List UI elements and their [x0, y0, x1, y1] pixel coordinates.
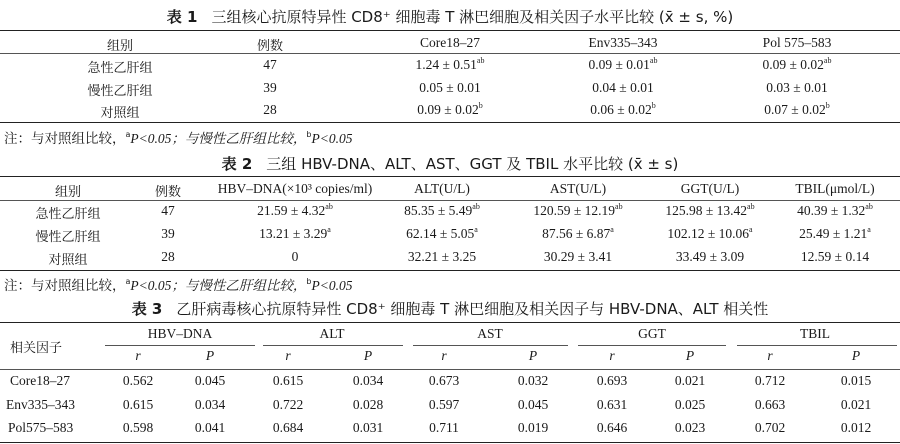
t1-r1-pol: 0.09 ± 0.02$^{ab}$ [762, 56, 832, 72]
t3-group-alt: ALT [319, 326, 345, 341]
t3-r3-alt-r: 0.684 [272, 420, 304, 435]
t3-r2-ggt-r: 0.631 [596, 397, 628, 412]
t3-sub-p: P [205, 348, 215, 363]
table2-top-rule [0, 176, 900, 177]
t1-r3-pol: 0.07 ± 0.02$^b$ [764, 101, 830, 117]
t2-r3-ast: 30.29 ± 3.41 [543, 249, 613, 264]
t3-r1-hbv-r: 0.562 [122, 373, 154, 388]
table-row: 对照组 [100, 106, 140, 121]
t3-header-factor: 相关因子 [10, 341, 63, 356]
t3-r3-hbv-p: 0.041 [194, 420, 226, 435]
t1-r2-core: 0.05 ± 0.01 [419, 80, 481, 95]
t2-r1-ggt: 125.98 ± 13.42$^{ab}$ [665, 202, 755, 218]
t3-r2-hbv-r: 0.615 [122, 397, 154, 412]
t1-r1-core: 1.24 ± 0.51$^{ab}$ [415, 56, 485, 72]
t1-r1-n: 47 [263, 57, 277, 72]
t2-header-alt: ALT(U/L) [414, 181, 470, 196]
t3-sub-r: r [767, 348, 773, 363]
t3-group-rule-tbil [737, 345, 897, 346]
table3-label: 表 3 [131, 300, 163, 318]
table1-top-rule [0, 30, 900, 31]
t3-group-rule-ast [413, 345, 568, 346]
t3-r3-alt-p: 0.031 [352, 420, 384, 435]
t1-r3-n: 28 [263, 102, 277, 117]
table-row: 慢性乙肝组 [87, 84, 153, 99]
t3-r2-tbil-p: 0.021 [840, 397, 872, 412]
t3-group-rule-ggt [578, 345, 726, 346]
t2-r3-ggt: 33.49 ± 3.09 [675, 249, 745, 264]
t2-r3-n: 28 [161, 249, 175, 264]
table-row: Pol575–583 [8, 420, 74, 435]
table1-note: 注：与对照组比较，$^a$P<0.05；与慢性乙肝组比较，$^b$P<0.05 [4, 130, 353, 147]
table3-header-rule [0, 369, 900, 370]
table1-label: 表 1 [166, 8, 198, 26]
t3-r2-ast-p: 0.045 [517, 397, 549, 412]
table2-header-rule [0, 200, 900, 201]
t3-sub-p: P [528, 348, 538, 363]
t1-header-group: 组别 [106, 39, 134, 54]
t3-r2-ggt-p: 0.025 [674, 397, 706, 412]
t2-r1-n: 47 [161, 203, 175, 218]
table-row: 急性乙肝组 [87, 61, 153, 76]
t3-sub-p: P [363, 348, 373, 363]
t1-r2-env: 0.04 ± 0.01 [592, 80, 654, 95]
table-row: Core18–27 [10, 373, 70, 388]
table3-top-rule [0, 322, 900, 323]
t3-group-ast: AST [477, 326, 503, 341]
t2-r1-alt: 85.35 ± 5.49$^{ab}$ [404, 202, 480, 218]
t2-header-ast: AST(U/L) [549, 181, 607, 196]
t3-group-tbil: TBIL [800, 326, 830, 341]
t3-r3-ggt-p: 0.023 [674, 420, 706, 435]
t2-r2-ggt: 102.12 ± 10.06$^a$ [667, 225, 753, 241]
t3-sub-r: r [609, 348, 615, 363]
t3-r2-alt-p: 0.028 [352, 397, 384, 412]
t3-r3-tbil-r: 0.702 [754, 420, 786, 435]
t3-r1-ggt-r: 0.693 [596, 373, 628, 388]
t3-r2-ast-r: 0.597 [428, 397, 460, 412]
table-row: 对照组 [48, 253, 88, 268]
t3-group-rule-alt [263, 345, 403, 346]
table3-title [0, 298, 900, 319]
t1-r2-pol: 0.03 ± 0.01 [766, 80, 828, 95]
t3-group-hbv: HBV–DNA [147, 326, 213, 341]
t3-r1-hbv-p: 0.045 [194, 373, 226, 388]
table2-note: 注：与对照组比较，$^a$P<0.05；与慢性乙肝组比较，$^b$P<0.05 [4, 277, 353, 294]
t1-r3-core: 0.09 ± 0.02$^b$ [417, 101, 483, 117]
t1-header-n: 例数 [256, 39, 284, 54]
table1-caption: 三组核心抗原特异性 CD8⁺ 细胞毒 T 淋巴细胞及相关因子水平比较 (x̄ ± s, %) [211, 8, 734, 26]
t2-r2-hbv: 13.21 ± 3.29$^a$ [259, 225, 331, 241]
t2-r1-hbv: 21.59 ± 4.32$^{ab}$ [257, 202, 333, 218]
t2-r2-ast: 87.56 ± 6.87$^a$ [542, 225, 614, 241]
t3-r2-hbv-p: 0.034 [194, 397, 226, 412]
t3-r1-ggt-p: 0.021 [674, 373, 706, 388]
table3-bottom-rule [0, 442, 900, 443]
t2-r2-tbil: 25.49 ± 1.21$^a$ [799, 225, 871, 241]
table-row: Env335–343 [6, 397, 75, 412]
t3-r1-ast-p: 0.032 [517, 373, 549, 388]
t3-sub-r: r [285, 348, 291, 363]
t2-header-n: 例数 [154, 185, 182, 200]
table1-title [0, 6, 900, 27]
t2-r3-hbv: 0 [291, 249, 299, 264]
t3-sub-p: P [685, 348, 695, 363]
t1-header-pol: Pol 575–583 [762, 35, 832, 50]
t3-r1-alt-p: 0.034 [352, 373, 384, 388]
t3-group-ggt: GGT [638, 326, 666, 341]
t3-r1-tbil-p: 0.015 [840, 373, 872, 388]
table2-bottom-rule [0, 270, 900, 271]
table1-bottom-rule [0, 122, 900, 123]
table1-header-rule [0, 53, 900, 54]
t2-header-group: 组别 [54, 185, 82, 200]
t3-r3-ast-r: 0.711 [429, 420, 459, 435]
t1-header-core: Core18–27 [420, 35, 480, 50]
t3-r3-tbil-p: 0.012 [840, 420, 872, 435]
t3-sub-r: r [135, 348, 141, 363]
table2-title [0, 153, 900, 174]
t3-sub-p: P [851, 348, 861, 363]
t1-r2-n: 39 [263, 80, 277, 95]
t3-group-rule-hbv [105, 345, 255, 346]
t2-r3-tbil: 12.59 ± 0.14 [800, 249, 870, 264]
t3-r3-ast-p: 0.019 [517, 420, 549, 435]
t2-header-hbv: HBV–DNA(×10³ copies/ml) [217, 181, 373, 196]
t3-sub-r: r [441, 348, 447, 363]
table2-caption: 三组 HBV-DNA、ALT、AST、GGT 及 TBIL 水平比较 (x̄ ± s) [266, 155, 679, 173]
t2-r1-ast: 120.59 ± 12.19$^{ab}$ [533, 202, 623, 218]
t1-r3-env: 0.06 ± 0.02$^b$ [590, 101, 656, 117]
table2-label: 表 2 [221, 155, 253, 173]
t2-r2-n: 39 [161, 226, 175, 241]
t2-r2-alt: 62.14 ± 5.05$^a$ [406, 225, 478, 241]
t3-r2-tbil-r: 0.663 [754, 397, 786, 412]
t2-r1-tbil: 40.39 ± 1.32$^{ab}$ [797, 202, 873, 218]
t1-r1-env: 0.09 ± 0.01$^{ab}$ [588, 56, 658, 72]
t3-r3-hbv-r: 0.598 [122, 420, 154, 435]
t2-header-tbil: TBIL(μmol/L) [795, 181, 875, 196]
table3-caption: 乙肝病毒核心抗原特异性 CD8⁺ 细胞毒 T 淋巴细胞及相关因子与 HBV-DNA、ALT 相关性 [176, 300, 769, 318]
t3-r1-alt-r: 0.615 [272, 373, 304, 388]
table-row: 急性乙肝组 [35, 207, 101, 222]
t2-r3-alt: 32.21 ± 3.25 [407, 249, 477, 264]
t3-r3-ggt-r: 0.646 [596, 420, 628, 435]
t3-r2-alt-r: 0.722 [272, 397, 304, 412]
t1-header-env: Env335–343 [588, 35, 658, 50]
t3-r1-tbil-r: 0.712 [754, 373, 786, 388]
t3-r1-ast-r: 0.673 [428, 373, 460, 388]
table-row: 慢性乙肝组 [35, 230, 101, 245]
t2-header-ggt: GGT(U/L) [680, 181, 740, 196]
